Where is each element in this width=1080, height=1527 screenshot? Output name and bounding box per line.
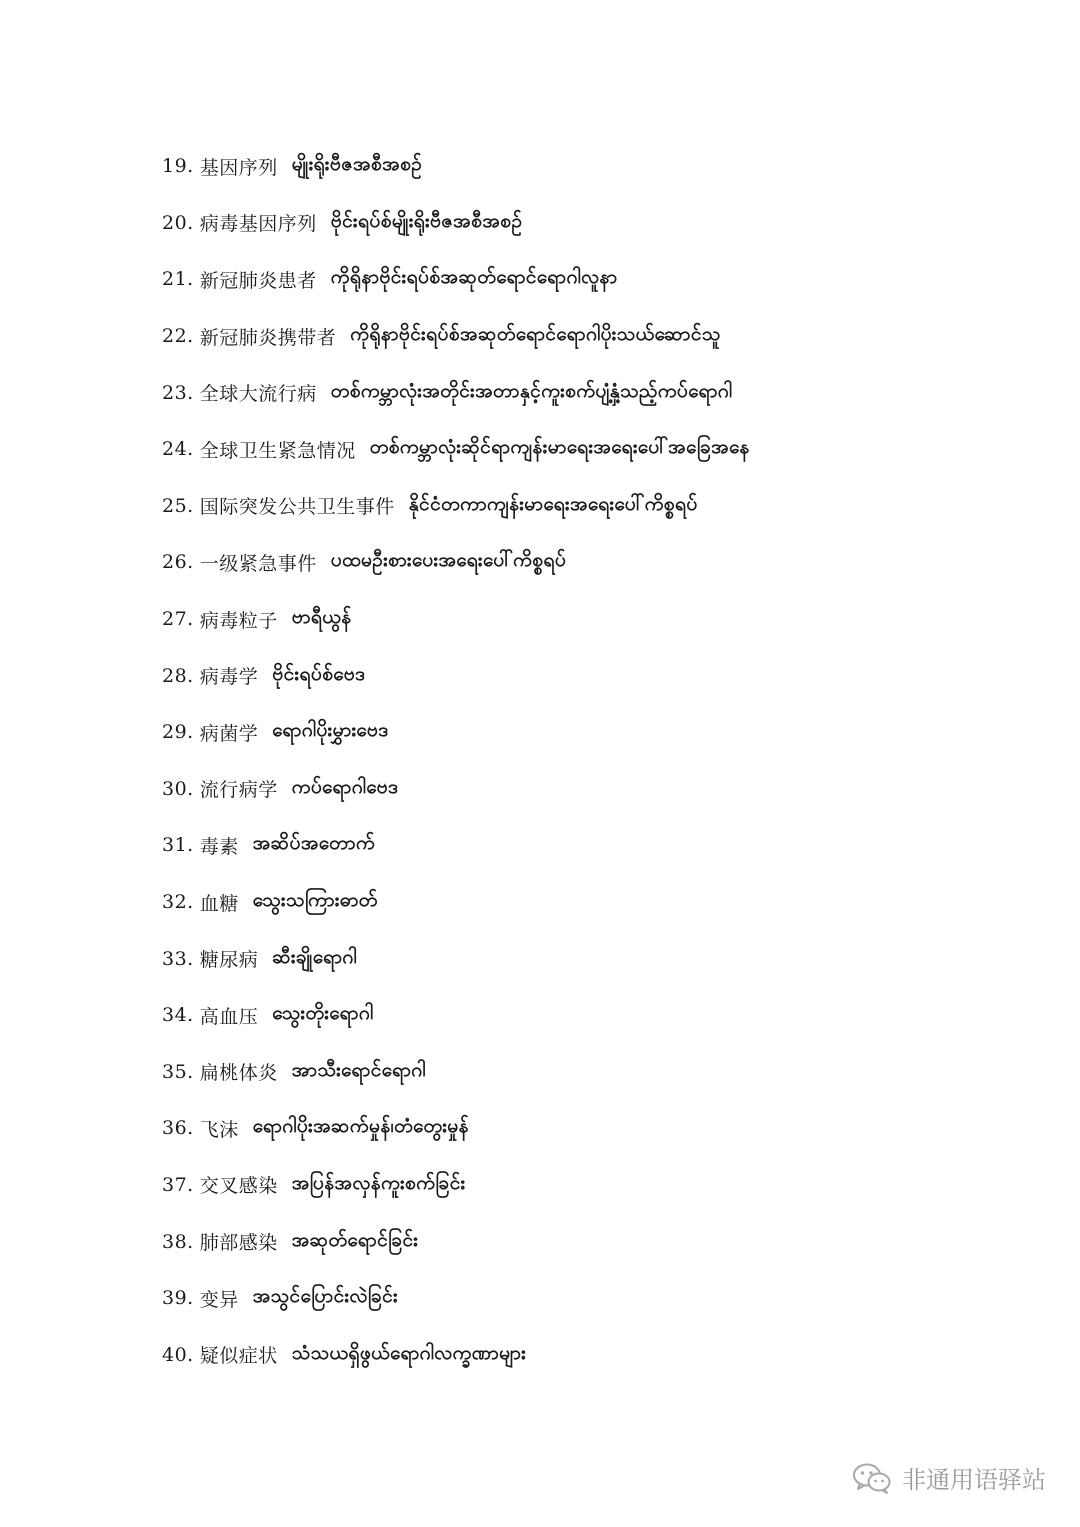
term-burmese: ဆီးချိုရောဂါ <box>272 945 358 968</box>
term-burmese: နိုင်ငံတကာကျန်းမာရေးအရေးပေါ်ကိစ္စရပ် <box>408 492 698 515</box>
term-number: 21. <box>162 268 194 291</box>
term-burmese: ဗာရီယွန် <box>291 606 352 629</box>
list-item <box>162 817 1042 874</box>
list-item <box>162 478 1042 535</box>
term-burmese: သွေးသကြားဓာတ် <box>252 889 378 912</box>
term-burmese: သံသယရှိဖွယ်ရောဂါလက္ခဏာများ <box>291 1341 527 1364</box>
term-number: 33. <box>162 947 194 970</box>
term-burmese: အဆုတ်ရောင်ခြင်း <box>291 1228 419 1251</box>
list-item <box>162 1326 1042 1383</box>
list-item <box>162 987 1042 1044</box>
term-burmese: ကိုရိုနာဗိုင်းရပ်စ်အဆုတ်ရောင်ရောဂါလူနာ <box>330 266 618 289</box>
term-number: 40. <box>162 1343 194 1366</box>
list-item <box>162 195 1042 252</box>
term-chinese: 交叉感染 <box>199 1175 278 1198</box>
term-burmese: ကိုရိုနာဗိုင်းရပ်စ်အဆုတ်ရောင်ရောဂါပိုးသယ်ဆောင်သူ <box>350 323 721 346</box>
term-burmese: ရောဂါပိုးမွှားဗေဒ <box>272 719 389 742</box>
list-item <box>162 421 1042 478</box>
term-number: 39. <box>162 1287 194 1310</box>
term-burmese: တစ်ကမ္ဘာလုံးဆိုင်ရာကျန်းမာရေးအရေးပေါ်အခြေအနေ <box>369 436 750 459</box>
list-item <box>162 874 1042 931</box>
term-number: 30. <box>162 777 194 800</box>
list-item <box>162 1270 1042 1327</box>
term-burmese: ကပ်ရောဂါဗေဒ <box>291 775 399 798</box>
term-number: 28. <box>162 664 194 687</box>
term-burmese: အသွင်ပြောင်းလဲခြင်း <box>252 1285 399 1308</box>
term-chinese: 病毒学 <box>199 666 259 689</box>
list-item <box>162 308 1042 365</box>
term-chinese: 国际突发公共卫生事件 <box>199 496 395 519</box>
term-burmese: အာသီးရောင်ရောဂါ <box>291 1058 426 1081</box>
term-burmese: တစ်ကမ္ဘာလုံးအတိုင်းအတာနှင့်ကူးစက်ပျံ့နှံ့သည့်ကပ်ရောဂါ <box>330 379 733 402</box>
term-number: 22. <box>162 325 194 348</box>
list-item <box>162 704 1042 761</box>
term-chinese: 血糖 <box>199 892 239 915</box>
term-number: 34. <box>162 1004 194 1027</box>
list-item <box>162 761 1042 818</box>
term-chinese: 全球卫生紧急情况 <box>199 439 356 462</box>
term-chinese: 扁桃体炎 <box>199 1062 278 1085</box>
term-chinese: 病菌学 <box>199 722 259 745</box>
wechat-icon <box>852 1462 892 1494</box>
term-chinese: 变异 <box>199 1288 239 1311</box>
term-chinese: 基因序列 <box>199 156 278 179</box>
term-number: 36. <box>162 1117 194 1140</box>
list-item <box>162 1100 1042 1157</box>
list-item <box>162 930 1042 987</box>
term-burmese: ဗိုင်းရပ်စ်မျိုးရိုးဗီဇအစီအစဉ် <box>330 209 523 232</box>
term-chinese: 流行病学 <box>199 779 278 802</box>
term-chinese: 飞沫 <box>199 1118 239 1141</box>
term-number: 38. <box>162 1230 194 1253</box>
term-number: 27. <box>162 608 194 631</box>
term-number: 31. <box>162 834 194 857</box>
list-item <box>162 534 1042 591</box>
watermark <box>852 1460 1046 1495</box>
term-chinese: 全球大流行病 <box>199 383 317 406</box>
term-number: 29. <box>162 721 194 744</box>
list-item <box>162 364 1042 421</box>
term-chinese: 肺部感染 <box>199 1232 278 1255</box>
list-item <box>162 251 1042 308</box>
term-number: 37. <box>162 1173 194 1196</box>
term-chinese: 病毒基因序列 <box>199 213 317 236</box>
term-burmese: မျိုးရိုးဗီဇအစီအစဉ် <box>291 153 423 176</box>
term-chinese: 新冠肺炎患者 <box>199 269 317 292</box>
term-chinese: 病毒粒子 <box>199 609 278 632</box>
term-burmese: အဆိပ်အတောက် <box>252 832 376 855</box>
term-chinese: 新冠肺炎携带者 <box>199 326 337 349</box>
term-burmese: ရောဂါပိုးအဆက်မှုန်၊တံတွေးမှုန် <box>252 1115 469 1138</box>
term-number: 19. <box>162 155 194 178</box>
term-number: 32. <box>162 891 194 914</box>
list-item <box>162 1157 1042 1214</box>
term-burmese: သွေးတိုးရောဂါ <box>272 1002 374 1025</box>
watermark-text: 非通用语驿站 <box>902 1466 1046 1494</box>
term-chinese: 高血压 <box>199 1005 259 1028</box>
list-item <box>162 1044 1042 1101</box>
term-number: 24. <box>162 438 194 461</box>
term-burmese: ပထမဦးစားပေးအရေးပေါ်ကိစ္စရပ် <box>330 549 567 572</box>
term-number: 26. <box>162 551 194 574</box>
term-list <box>162 138 1042 1383</box>
term-burmese: အပြန်အလှန်ကူးစက်ခြင်း <box>291 1171 466 1194</box>
term-number: 35. <box>162 1060 194 1083</box>
term-number: 25. <box>162 494 194 517</box>
term-number: 23. <box>162 381 194 404</box>
list-item <box>162 591 1042 648</box>
list-item <box>162 647 1042 704</box>
list-item <box>162 1213 1042 1270</box>
term-burmese: ဗိုင်းရပ်စ်ဗေဒ <box>272 662 366 685</box>
term-number: 20. <box>162 211 194 234</box>
term-chinese: 一级紧急事件 <box>199 552 317 575</box>
list-item <box>162 138 1042 195</box>
term-chinese: 糖尿病 <box>199 949 259 972</box>
term-chinese: 毒素 <box>199 835 239 858</box>
term-chinese: 疑似症状 <box>199 1345 278 1368</box>
